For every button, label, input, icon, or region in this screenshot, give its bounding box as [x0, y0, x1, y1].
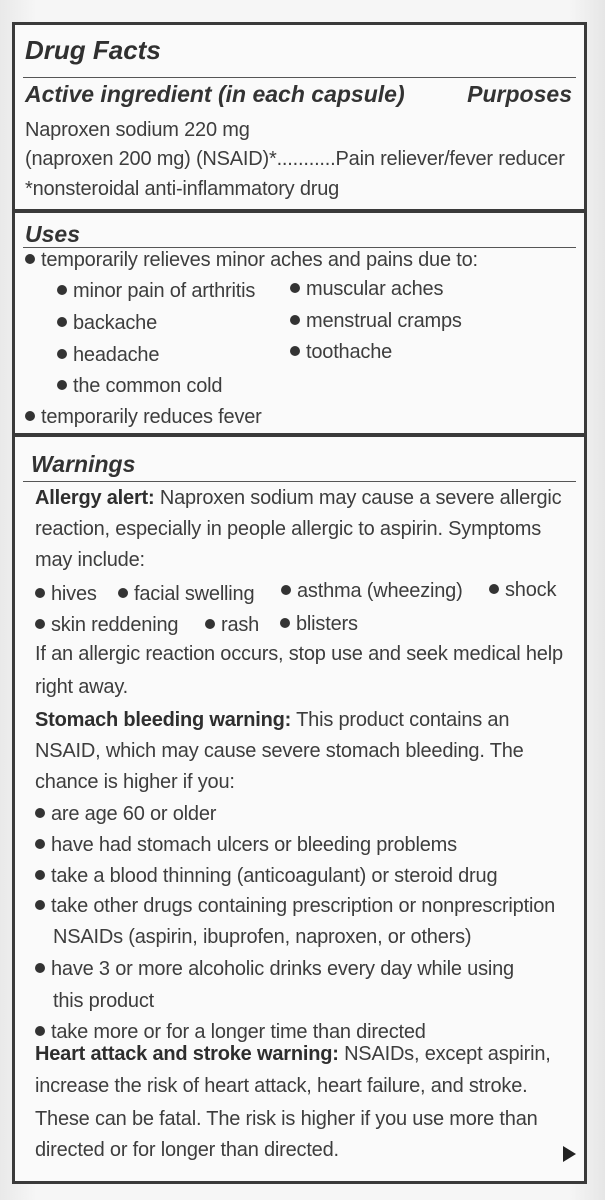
allergy-line-2: reaction, especially in people allergic to aspirin. Symptoms: [35, 518, 542, 540]
leader-dots: ...........: [276, 148, 336, 170]
drug-facts-panel: [12, 22, 587, 212]
stomach-bullet: are age 60 or older: [35, 803, 216, 826]
ingredient-name: (naproxen 200 mg) (NSAID)*: [25, 148, 277, 170]
symptom-item: hives: [35, 583, 97, 606]
stomach-bullet: take other drugs containing prescription or nonprescription: [35, 895, 555, 918]
bullet-icon: [35, 588, 45, 598]
bullet-icon: [35, 963, 45, 973]
right-triangle-icon: [563, 1146, 576, 1162]
use-sub-item: headache: [57, 344, 159, 367]
purpose-text: Pain reliever/fever reducer: [335, 148, 565, 170]
stomach-line-2: NSAID, which may cause severe stomach bleeding. The: [35, 740, 524, 762]
bullet-icon: [35, 1026, 45, 1036]
drug-facts-title: Drug Facts: [25, 35, 161, 65]
symptom-item: asthma (wheezing): [281, 580, 463, 603]
use-sub-item: toothache: [290, 341, 392, 364]
stomach-bullet-cont: NSAIDs (aspirin, ibuprofen, naproxen, or others): [53, 926, 472, 948]
bullet-icon: [489, 584, 499, 594]
purposes-heading: Purposes: [467, 81, 572, 107]
title-rule: [23, 77, 576, 78]
allergy-label: Allergy alert:: [35, 487, 155, 509]
use-sub-item: muscular aches: [290, 278, 443, 301]
uses-heading: Uses: [25, 221, 80, 247]
stomach-line-3: chance is higher if you:: [35, 771, 235, 793]
bullet-icon: [57, 285, 67, 295]
heart-line-2: increase the risk of heart attack, heart failure, and stroke.: [35, 1075, 528, 1097]
bullet-icon: [280, 618, 290, 628]
symptom-item: facial swelling: [118, 583, 254, 606]
symptom-item: rash: [205, 614, 259, 637]
use-item-2: temporarily reduces fever: [25, 406, 262, 429]
stomach-bullet-cont: this product: [53, 990, 154, 1012]
uses-rule: [23, 247, 576, 248]
allergy-line-3: may include:: [35, 549, 145, 571]
ingredient-line-2: [25, 148, 565, 171]
use-item-1: temporarily relieves minor aches and pains due to:: [25, 249, 478, 272]
bullet-icon: [118, 588, 128, 598]
stomach-bullet: have had stomach ulcers or bleeding problems: [35, 834, 457, 857]
bullet-icon: [290, 346, 300, 356]
bullet-icon: [290, 283, 300, 293]
stomach-bullet: take more or for a longer time than directed: [35, 1021, 426, 1044]
warnings-rule: [23, 481, 576, 482]
stomach-label: Stomach bleeding warning:: [35, 709, 292, 731]
footnote: *nonsteroidal anti-inflammatory drug: [25, 178, 340, 200]
bullet-icon: [35, 808, 45, 818]
uses-panel: [12, 210, 587, 436]
stomach-bullet: have 3 or more alcoholic drinks every day while using: [35, 958, 514, 981]
use-sub-item: minor pain of arthritis: [57, 280, 255, 303]
bullet-icon: [281, 585, 291, 595]
bullet-icon: [57, 317, 67, 327]
symptom-item: skin reddening: [35, 614, 178, 637]
heart-line-3: These can be fatal. The risk is higher if you use more than: [35, 1108, 538, 1130]
heart-line-4: directed or for longer than directed.: [35, 1139, 339, 1161]
allergy-after-1: If an allergic reaction occurs, stop use and seek medical help: [35, 643, 563, 665]
bullet-icon: [57, 380, 67, 390]
symptom-item: blisters: [280, 613, 358, 636]
stomach-bullet: take a blood thinning (anticoagulant) or steroid drug: [35, 865, 497, 888]
ingredient-line-1: Naproxen sodium 220 mg: [25, 119, 250, 141]
use-sub-item: menstrual cramps: [290, 310, 462, 333]
bullet-icon: [35, 619, 45, 629]
bullet-icon: [35, 839, 45, 849]
bullet-icon: [290, 315, 300, 325]
active-ingredient-heading: Active ingredient (in each capsule): [25, 81, 405, 107]
bullet-icon: [35, 870, 45, 880]
bullet-icon: [25, 411, 35, 421]
use-sub-item: backache: [57, 312, 157, 335]
bullet-icon: [57, 349, 67, 359]
bullet-icon: [205, 619, 215, 629]
warnings-heading: Warnings: [31, 451, 136, 477]
bullet-icon: [35, 900, 45, 910]
bullet-icon: [25, 254, 35, 264]
warnings-panel: [12, 434, 587, 1184]
stomach-line-1: Stomach bleeding warning: This product contains an: [35, 709, 510, 731]
allergy-after-2: right away.: [35, 676, 129, 698]
heart-label: Heart attack and stroke warning:: [35, 1043, 339, 1065]
allergy-line-1: Allergy alert: Naproxen sodium may cause a severe allergic: [35, 487, 562, 509]
symptom-item: shock: [489, 579, 556, 602]
use-sub-item: the common cold: [57, 375, 222, 398]
heart-line-1: Heart attack and stroke warning: NSAIDs, except aspirin,: [35, 1043, 551, 1065]
